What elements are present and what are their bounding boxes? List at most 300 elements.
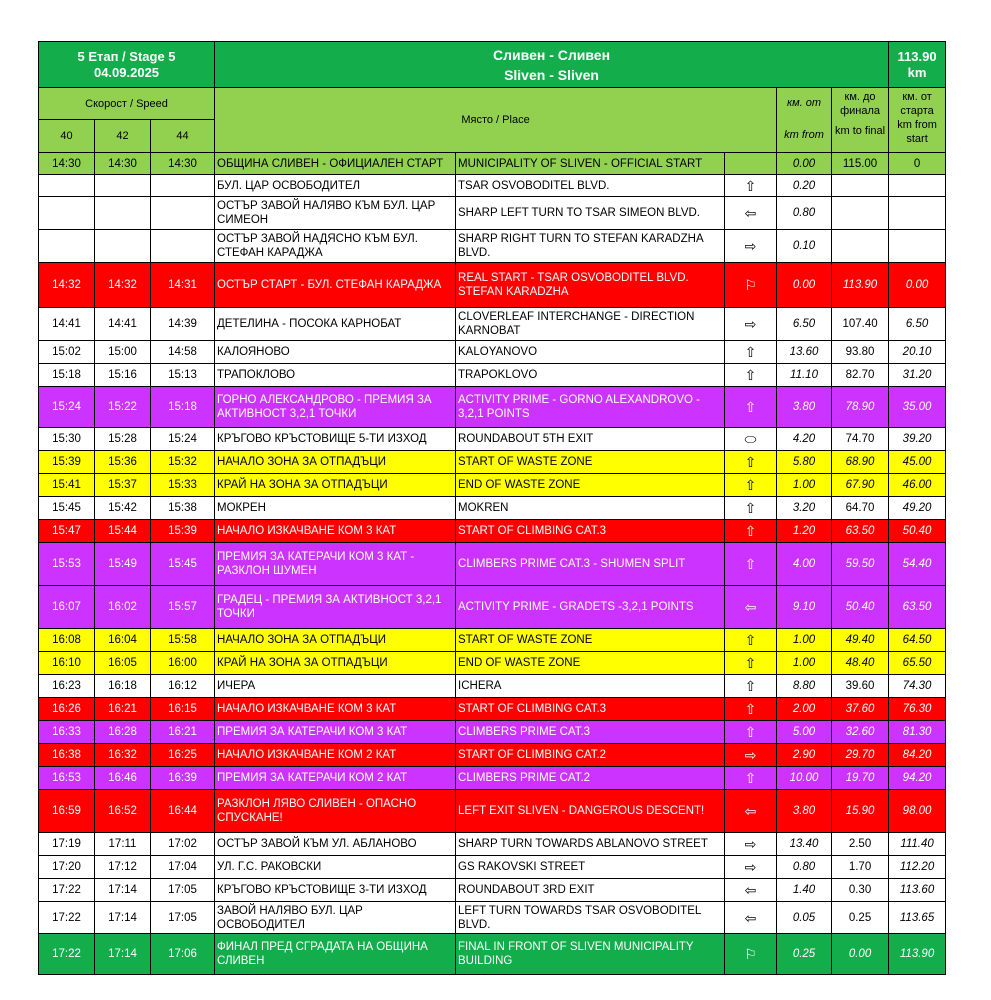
km-from-start: 49.20 <box>889 497 946 520</box>
time-44 <box>151 197 215 230</box>
arrow-right-icon: ⇨ <box>725 833 777 856</box>
place-bg: ИЧЕРА <box>215 675 456 698</box>
km-to-final: 19.70 <box>832 767 889 790</box>
time-44: 14:31 <box>151 263 215 308</box>
time-42: 15:28 <box>95 428 151 451</box>
km-to-final: 37.60 <box>832 698 889 721</box>
place-bg: НАЧАЛО ЗОНА ЗА ОТПАДЪЦИ <box>215 451 456 474</box>
place-bg: ОСТЪР ЗАВОЙ НАДЯСНО КЪМ БУЛ. СТЕФАН КАРАДЖА <box>215 230 456 263</box>
time-44: 16:15 <box>151 698 215 721</box>
km-from-start: 31.20 <box>889 364 946 387</box>
km-from-start: 6.50 <box>889 308 946 341</box>
km-from-start: 35.00 <box>889 387 946 428</box>
km-from-start: 76.30 <box>889 698 946 721</box>
itinerary-row <box>39 153 946 175</box>
arrow-straight-icon: ⇧ <box>725 721 777 744</box>
place-bg: КРЪГОВО КРЪСТОВИЩЕ 3-ТИ ИЗХОД <box>215 879 456 902</box>
time-44 <box>151 175 215 197</box>
km-to-final <box>832 197 889 230</box>
place-bg: НАЧАЛО ИЗКАЧВАНЕ КОМ 3 КАТ <box>215 520 456 543</box>
time-40: 15:45 <box>39 497 95 520</box>
km-from: 0.10 <box>777 230 832 263</box>
speed-40: 40 <box>39 120 95 153</box>
arrow-straight-icon: ⇧ <box>725 364 777 387</box>
time-44: 15:13 <box>151 364 215 387</box>
km-to-final: 67.90 <box>832 474 889 497</box>
km-to-final: 59.50 <box>832 543 889 586</box>
km-from: 0.25 <box>777 934 832 975</box>
place-bg: КАЛОЯНОВО <box>215 341 456 364</box>
arrow-left-icon: ⇦ <box>725 197 777 230</box>
time-42: 16:46 <box>95 767 151 790</box>
place-bg: ОБЩИНА СЛИВЕН - ОФИЦИАЛЕН СТАРТ <box>215 153 456 175</box>
place-en: GS RAKOVSKI STREET <box>456 856 725 879</box>
km-to-final-header <box>832 88 889 153</box>
time-42: 15:37 <box>95 474 151 497</box>
stage-itinerary-table <box>38 41 946 975</box>
time-42: 16:28 <box>95 721 151 744</box>
km-from-start: 113.90 <box>889 934 946 975</box>
km-from-bg: км. от <box>786 97 822 109</box>
time-42: 16:52 <box>95 790 151 833</box>
itinerary-row <box>39 341 946 364</box>
itinerary-row <box>39 675 946 698</box>
place-en: LEFT TURN TOWARDS TSAR OSVOBODITEL BLVD. <box>456 902 725 934</box>
time-44: 15:39 <box>151 520 215 543</box>
itinerary-row <box>39 934 946 975</box>
km-from-start: 94.20 <box>889 767 946 790</box>
km-to-final-en: km to final <box>834 125 886 137</box>
km-to-final: 32.60 <box>832 721 889 744</box>
km-from-start: 0 <box>889 153 946 175</box>
time-42 <box>95 175 151 197</box>
itinerary-row <box>39 856 946 879</box>
place-en: START OF WASTE ZONE <box>456 451 725 474</box>
km-to-final: 50.40 <box>832 586 889 629</box>
arrow-straight-icon: ⇧ <box>725 451 777 474</box>
place-en: KALOYANOVO <box>456 341 725 364</box>
time-44: 16:00 <box>151 652 215 675</box>
time-44: 17:05 <box>151 879 215 902</box>
arrow-right-icon: ⇨ <box>725 308 777 341</box>
km-to-final: 39.60 <box>832 675 889 698</box>
arrow-straight-icon: ⇧ <box>725 387 777 428</box>
flag-icon: ⚐ <box>725 934 777 975</box>
km-from: 2.90 <box>777 744 832 767</box>
time-40: 17:22 <box>39 902 95 934</box>
km-from-en: km from <box>784 129 824 141</box>
itinerary-row <box>39 833 946 856</box>
place-bg: ЗАВОЙ НАЛЯВО БУЛ. ЦАР ОСВОБОДИТЕЛ <box>215 902 456 934</box>
time-44: 15:58 <box>151 629 215 652</box>
itinerary-row <box>39 652 946 675</box>
time-40: 16:59 <box>39 790 95 833</box>
time-44: 14:39 <box>151 308 215 341</box>
time-42: 15:16 <box>95 364 151 387</box>
time-42: 16:05 <box>95 652 151 675</box>
place-bg: ПРЕМИЯ ЗА КАТЕРАЧИ КОМ 2 КАТ <box>215 767 456 790</box>
arrow-straight-icon: ⇧ <box>725 652 777 675</box>
itinerary-row <box>39 879 946 902</box>
itinerary-row <box>39 175 946 197</box>
place-bg: УЛ. Г.С. РАКОВСКИ <box>215 856 456 879</box>
time-44: 17:02 <box>151 833 215 856</box>
direction-cell <box>725 153 777 175</box>
km-to-final: 74.70 <box>832 428 889 451</box>
itinerary-row <box>39 308 946 341</box>
km-from: 13.60 <box>777 341 832 364</box>
time-42: 17:11 <box>95 833 151 856</box>
time-40: 16:33 <box>39 721 95 744</box>
route-en: Sliven - Sliven <box>504 66 599 83</box>
time-40 <box>39 197 95 230</box>
km-from-start: 39.20 <box>889 428 946 451</box>
time-44: 17:04 <box>151 856 215 879</box>
place-bg: КРАЙ НА ЗОНА ЗА ОТПАДЪЦИ <box>215 474 456 497</box>
km-from-start: 98.00 <box>889 790 946 833</box>
place-en: MUNICIPALITY OF SLIVEN - OFFICIAL START <box>456 153 725 175</box>
place-bg: ТРАПОКЛОВО <box>215 364 456 387</box>
arrow-straight-icon: ⇧ <box>725 520 777 543</box>
time-40: 15:47 <box>39 520 95 543</box>
place-en: ACTIVITY PRIME - GORNO ALEXANDROVO - 3,2,1 POINTS <box>456 387 725 428</box>
time-42: 16:04 <box>95 629 151 652</box>
km-from: 1.40 <box>777 879 832 902</box>
time-42: 15:42 <box>95 497 151 520</box>
km-from: 3.80 <box>777 790 832 833</box>
km-from: 11.10 <box>777 364 832 387</box>
place-en: CLIMBERS PRIME CAT.2 <box>456 767 725 790</box>
km-to-final: 107.40 <box>832 308 889 341</box>
stage-distance: 113.90 km <box>889 42 946 88</box>
itinerary-row <box>39 629 946 652</box>
arrow-straight-icon: ⇧ <box>725 175 777 197</box>
km-from: 0.80 <box>777 197 832 230</box>
place-bg: МОКРЕН <box>215 497 456 520</box>
time-42 <box>95 197 151 230</box>
time-44: 16:44 <box>151 790 215 833</box>
time-40: 16:38 <box>39 744 95 767</box>
km-from: 2.00 <box>777 698 832 721</box>
itinerary-row <box>39 543 946 586</box>
place-en: CLIMBERS PRIME CAT.3 <box>456 721 725 744</box>
place-en: SHARP TURN TOWARDS ABLANOVO STREET <box>456 833 725 856</box>
place-en: ROUNDABOUT 3RD EXIT <box>456 879 725 902</box>
time-42: 17:12 <box>95 856 151 879</box>
km-from: 13.40 <box>777 833 832 856</box>
arrow-straight-icon: ⇧ <box>725 341 777 364</box>
km-from-start: 113.60 <box>889 879 946 902</box>
time-44: 15:45 <box>151 543 215 586</box>
time-40: 16:10 <box>39 652 95 675</box>
place-bg: ГОРНО АЛЕКСАНДРОВО - ПРЕМИЯ ЗА АКТИВНОСТ 3,2,1 ТОЧКИ <box>215 387 456 428</box>
place-bg: РАЗКЛОН ЛЯВО СЛИВЕН - ОПАСНО СПУСКАНЕ! <box>215 790 456 833</box>
arrow-right-icon: ⇨ <box>725 744 777 767</box>
km-from-start: 45.00 <box>889 451 946 474</box>
time-40: 16:07 <box>39 586 95 629</box>
km-from-start: 50.40 <box>889 520 946 543</box>
itinerary-row <box>39 197 946 230</box>
route-bg: Сливен - Сливен <box>493 46 611 63</box>
place-en: END OF WASTE ZONE <box>456 474 725 497</box>
time-42: 14:32 <box>95 263 151 308</box>
place-bg: ОСТЪР ЗАВОЙ НАЛЯВО КЪМ БУЛ. ЦАР СИМЕОН <box>215 197 456 230</box>
km-from: 0.00 <box>777 153 832 175</box>
itinerary-row <box>39 586 946 629</box>
km-from-start: 64.50 <box>889 629 946 652</box>
km-to-final: 113.90 <box>832 263 889 308</box>
place-bg: НАЧАЛО ИЗКАЧВАНЕ КОМ 3 КАТ <box>215 698 456 721</box>
km-to-final <box>832 175 889 197</box>
place-bg: ГРАДЕЦ - ПРЕМИЯ ЗА АКТИВНОСТ 3,2,1 ТОЧКИ <box>215 586 456 629</box>
km-from: 10.00 <box>777 767 832 790</box>
km-from: 1.00 <box>777 652 832 675</box>
itinerary-row <box>39 230 946 263</box>
km-from: 8.80 <box>777 675 832 698</box>
km-to-final: 0.25 <box>832 902 889 934</box>
place-en: START OF CLIMBING CAT.3 <box>456 698 725 721</box>
km-from-header <box>777 88 832 153</box>
place-en: ROUNDABOUT 5TH EXIT <box>456 428 725 451</box>
km-from: 1.20 <box>777 520 832 543</box>
place-en: REAL START - TSAR OSVOBODITEL BLVD. STEFAN KARADZHA <box>456 263 725 308</box>
km-to-final: 2.50 <box>832 833 889 856</box>
arrow-straight-icon: ⇧ <box>725 767 777 790</box>
time-40: 15:30 <box>39 428 95 451</box>
km-from: 0.05 <box>777 902 832 934</box>
place-en: TRAPOKLOVO <box>456 364 725 387</box>
time-44: 15:32 <box>151 451 215 474</box>
time-40: 16:08 <box>39 629 95 652</box>
place-bg: БУЛ. ЦАР ОСВОБОДИТЕЛ <box>215 175 456 197</box>
stage-number: 5 Етап / Stage 5 <box>77 48 176 64</box>
place-bg: НАЧАЛО ЗОНА ЗА ОТПАДЪЦИ <box>215 629 456 652</box>
time-42: 16:21 <box>95 698 151 721</box>
km-to-final: 63.50 <box>832 520 889 543</box>
km-from: 1.00 <box>777 629 832 652</box>
km-from-start: 113.65 <box>889 902 946 934</box>
km-from-start: 20.10 <box>889 341 946 364</box>
km-from-start: 54.40 <box>889 543 946 586</box>
km-to-final <box>832 230 889 263</box>
time-40: 16:23 <box>39 675 95 698</box>
place-en: START OF WASTE ZONE <box>456 629 725 652</box>
time-40: 15:18 <box>39 364 95 387</box>
stage-date: 04.09.2025 <box>93 64 160 80</box>
time-42: 17:14 <box>95 879 151 902</box>
km-from-start-bg: км. от старта <box>900 91 934 117</box>
km-to-final: 0.30 <box>832 879 889 902</box>
time-40: 15:02 <box>39 341 95 364</box>
place-en: LEFT EXIT SLIVEN - DANGEROUS DESCENT! <box>456 790 725 833</box>
arrow-right-icon: ⇨ <box>725 856 777 879</box>
time-44 <box>151 230 215 263</box>
km-from: 1.00 <box>777 474 832 497</box>
time-44: 14:30 <box>151 153 215 175</box>
km-to-final: 78.90 <box>832 387 889 428</box>
arrow-straight-icon: ⇧ <box>725 675 777 698</box>
roundabout-icon: ⬭ <box>725 428 777 451</box>
place-bg: ОСТЪР СТАРТ - БУЛ. СТЕФАН КАРАДЖА <box>215 263 456 308</box>
itinerary-row <box>39 902 946 934</box>
time-44: 17:05 <box>151 902 215 934</box>
time-40: 15:53 <box>39 543 95 586</box>
place-en: CLOVERLEAF INTERCHANGE - DIRECTION KARNOBAT <box>456 308 725 341</box>
itinerary-row <box>39 790 946 833</box>
km-to-final: 64.70 <box>832 497 889 520</box>
km-from-start: 65.50 <box>889 652 946 675</box>
time-44: 16:25 <box>151 744 215 767</box>
itinerary-row <box>39 364 946 387</box>
itinerary-row <box>39 263 946 308</box>
arrow-right-icon: ⇨ <box>725 230 777 263</box>
time-44: 16:39 <box>151 767 215 790</box>
itinerary-row <box>39 721 946 744</box>
time-44: 16:21 <box>151 721 215 744</box>
place-header: Място / Place <box>215 88 777 153</box>
km-from-start-en: km from start <box>897 119 937 145</box>
time-40: 15:39 <box>39 451 95 474</box>
km-from-start <box>889 230 946 263</box>
km-to-final: 49.40 <box>832 629 889 652</box>
place-bg: ФИНАЛ ПРЕД СГРАДАТА НА ОБЩИНА СЛИВЕН <box>215 934 456 975</box>
arrow-left-icon: ⇦ <box>725 902 777 934</box>
place-en: FINAL IN FRONT OF SLIVEN MUNICIPALITY BUILDING <box>456 934 725 975</box>
place-en: ICHERA <box>456 675 725 698</box>
km-to-final: 29.70 <box>832 744 889 767</box>
arrow-left-icon: ⇦ <box>725 790 777 833</box>
place-en: SHARP RIGHT TURN TO STEFAN KARADZHA BLVD. <box>456 230 725 263</box>
time-44: 15:38 <box>151 497 215 520</box>
place-en: SHARP LEFT TURN TO TSAR SIMEON BLVD. <box>456 197 725 230</box>
time-42: 16:02 <box>95 586 151 629</box>
km-from: 9.10 <box>777 586 832 629</box>
itinerary-row <box>39 698 946 721</box>
time-44: 15:33 <box>151 474 215 497</box>
arrow-straight-icon: ⇧ <box>725 543 777 586</box>
km-from-start: 63.50 <box>889 586 946 629</box>
km-from-start-header <box>889 88 946 153</box>
time-42: 14:30 <box>95 153 151 175</box>
km-from: 4.00 <box>777 543 832 586</box>
time-42: 15:00 <box>95 341 151 364</box>
time-42: 17:14 <box>95 902 151 934</box>
time-42: 14:41 <box>95 308 151 341</box>
time-40: 17:22 <box>39 934 95 975</box>
place-en: ACTIVITY PRIME - GRADETS -3,2,1 POINTS <box>456 586 725 629</box>
time-40: 14:30 <box>39 153 95 175</box>
time-40: 14:41 <box>39 308 95 341</box>
time-42: 16:18 <box>95 675 151 698</box>
itinerary-row <box>39 474 946 497</box>
place-bg: ДЕТЕЛИНА - ПОСОКА КАРНОБАТ <box>215 308 456 341</box>
km-to-final: 93.80 <box>832 341 889 364</box>
time-42: 15:44 <box>95 520 151 543</box>
arrow-straight-icon: ⇧ <box>725 629 777 652</box>
km-to-final-bg: км. до финала <box>840 91 880 117</box>
itinerary-row <box>39 520 946 543</box>
place-en: CLIMBERS PRIME CAT.3 - SHUMEN SPLIT <box>456 543 725 586</box>
arrow-straight-icon: ⇧ <box>725 497 777 520</box>
arrow-left-icon: ⇦ <box>725 879 777 902</box>
km-from-start: 84.20 <box>889 744 946 767</box>
itinerary-row <box>39 428 946 451</box>
place-bg: ПРЕМИЯ ЗА КАТЕРАЧИ КОМ 3 КАТ - РАЗКЛОН ШУМЕН <box>215 543 456 586</box>
place-en: START OF CLIMBING CAT.3 <box>456 520 725 543</box>
itinerary-row <box>39 497 946 520</box>
itinerary-row <box>39 744 946 767</box>
stage-header <box>39 42 215 88</box>
time-44: 17:06 <box>151 934 215 975</box>
time-42: 15:22 <box>95 387 151 428</box>
km-to-final: 82.70 <box>832 364 889 387</box>
time-42 <box>95 230 151 263</box>
itinerary-row <box>39 767 946 790</box>
km-from-start: 46.00 <box>889 474 946 497</box>
time-44: 16:12 <box>151 675 215 698</box>
km-from: 6.50 <box>777 308 832 341</box>
place-bg: ОСТЪР ЗАВОЙ КЪМ УЛ. АБЛАНОВО <box>215 833 456 856</box>
speed-44: 44 <box>151 120 215 153</box>
km-from: 5.00 <box>777 721 832 744</box>
arrow-straight-icon: ⇧ <box>725 698 777 721</box>
place-bg: ПРЕМИЯ ЗА КАТЕРАЧИ КОМ 3 КАТ <box>215 721 456 744</box>
km-to-final: 115.00 <box>832 153 889 175</box>
km-from: 0.80 <box>777 856 832 879</box>
place-bg: КРЪГОВО КРЪСТОВИЩЕ 5-ТИ ИЗХОД <box>215 428 456 451</box>
time-40: 16:26 <box>39 698 95 721</box>
speed-42: 42 <box>95 120 151 153</box>
km-from: 3.80 <box>777 387 832 428</box>
time-40 <box>39 230 95 263</box>
route-header <box>215 42 889 88</box>
time-40: 16:53 <box>39 767 95 790</box>
km-from-start: 81.30 <box>889 721 946 744</box>
time-44: 15:24 <box>151 428 215 451</box>
km-to-final: 1.70 <box>832 856 889 879</box>
km-to-final: 68.90 <box>832 451 889 474</box>
time-40: 15:24 <box>39 387 95 428</box>
km-from-start: 112.20 <box>889 856 946 879</box>
time-44: 14:58 <box>151 341 215 364</box>
time-42: 16:32 <box>95 744 151 767</box>
time-40 <box>39 175 95 197</box>
time-42: 15:49 <box>95 543 151 586</box>
time-44: 15:18 <box>151 387 215 428</box>
km-from: 0.00 <box>777 263 832 308</box>
arrow-straight-icon: ⇧ <box>725 474 777 497</box>
km-from-start <box>889 175 946 197</box>
speed-header: Скорост / Speed <box>39 88 215 120</box>
time-40: 17:22 <box>39 879 95 902</box>
km-to-final: 0.00 <box>832 934 889 975</box>
place-bg: НАЧАЛО ИЗКАЧВАНЕ КОМ 2 КАТ <box>215 744 456 767</box>
time-40: 14:32 <box>39 263 95 308</box>
place-en: MOKREN <box>456 497 725 520</box>
flag-icon: ⚐ <box>725 263 777 308</box>
itinerary-row <box>39 387 946 428</box>
km-from: 3.20 <box>777 497 832 520</box>
itinerary-row <box>39 451 946 474</box>
place-bg: КРАЙ НА ЗОНА ЗА ОТПАДЪЦИ <box>215 652 456 675</box>
time-42: 15:36 <box>95 451 151 474</box>
place-en: TSAR OSVOBODITEL BLVD. <box>456 175 725 197</box>
km-from-start: 111.40 <box>889 833 946 856</box>
km-from: 0.20 <box>777 175 832 197</box>
place-en: START OF CLIMBING CAT.2 <box>456 744 725 767</box>
km-from-start: 0.00 <box>889 263 946 308</box>
time-40: 15:41 <box>39 474 95 497</box>
